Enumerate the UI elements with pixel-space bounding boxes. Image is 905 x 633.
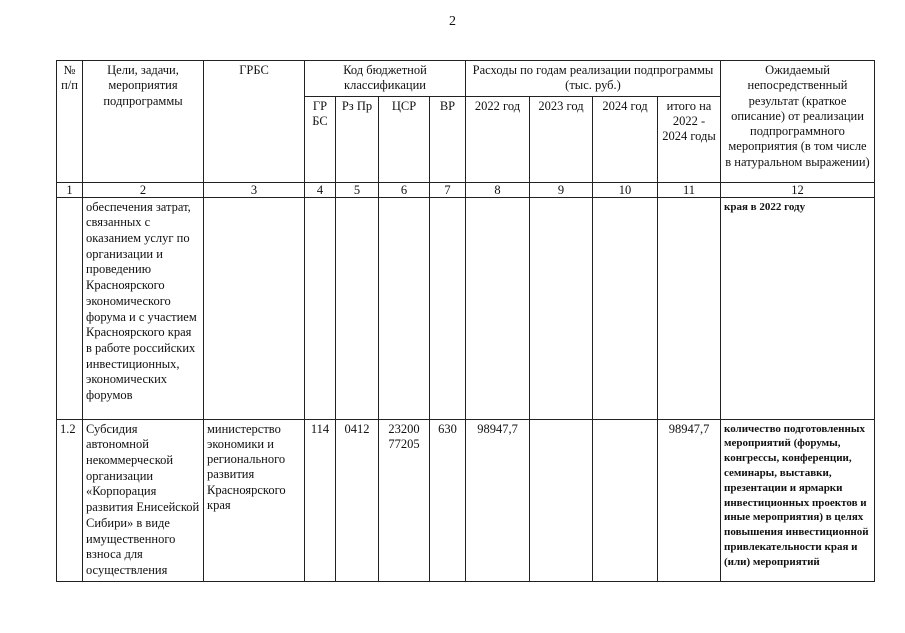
row-num: 1.2 bbox=[57, 419, 83, 581]
column-number: 4 bbox=[305, 182, 336, 197]
row-result: количество подготовленных мероприятий (форумы, конгрессы, конференции, семинары, выставки, презентации и ярмарки инвестиционных проектов и иные мероприятия) в целях повышения инвестиционной привлекательности края и (или) мероприятий bbox=[721, 419, 875, 581]
row-total bbox=[658, 197, 721, 419]
row-description: обеспечения затрат, связанных с оказанием услуг по организации и проведению Красноярского экономического форума и с участием Красноярского края в работе российских инвестиционных, экономических форумов bbox=[83, 197, 204, 419]
row-rzpr bbox=[336, 197, 379, 419]
header-vr: ВР bbox=[430, 96, 466, 182]
table-row bbox=[57, 419, 875, 581]
header-result: Ожидаемый непосредственный результат (краткое описание) от реализации подпрограммного мероприятия (в том числе в натуральном выражении) bbox=[721, 61, 875, 183]
header-goals: Цели, задачи, мероприятия подпрограммы bbox=[83, 61, 204, 183]
row-result: края в 2022 году bbox=[721, 197, 875, 419]
header-csr: ЦСР bbox=[379, 96, 430, 182]
header-expenses-group: Расходы по годам реализации подпрограммы (тыс. руб.) bbox=[466, 61, 721, 97]
row-num bbox=[57, 197, 83, 419]
page-number: 2 bbox=[449, 14, 456, 29]
column-number: 10 bbox=[593, 182, 658, 197]
column-number: 2 bbox=[83, 182, 204, 197]
row-vr: 630 bbox=[430, 419, 466, 581]
row-grbs: министерство экономики и регионального развития Красноярского края bbox=[204, 419, 305, 581]
row-2022 bbox=[466, 197, 530, 419]
header-2023: 2023 год bbox=[530, 96, 593, 182]
column-number: 3 bbox=[204, 182, 305, 197]
column-number: 6 bbox=[379, 182, 430, 197]
row-2024 bbox=[593, 419, 658, 581]
row-2024 bbox=[593, 197, 658, 419]
header-grbs: ГРБС bbox=[204, 61, 305, 183]
header-num: № п/п bbox=[57, 61, 83, 183]
column-number: 11 bbox=[658, 182, 721, 197]
column-number: 7 bbox=[430, 182, 466, 197]
header-2024: 2024 год bbox=[593, 96, 658, 182]
header-grbs-code: ГР БС bbox=[305, 96, 336, 182]
row-total: 98947,7 bbox=[658, 419, 721, 581]
header-rzpr: Рз Пр bbox=[336, 96, 379, 182]
row-rzpr: 0412 bbox=[336, 419, 379, 581]
column-number: 8 bbox=[466, 182, 530, 197]
column-number: 9 bbox=[530, 182, 593, 197]
column-number: 12 bbox=[721, 182, 875, 197]
row-2023 bbox=[530, 419, 593, 581]
budget-table bbox=[56, 60, 875, 582]
row-grbs-code bbox=[305, 197, 336, 419]
column-number: 1 bbox=[57, 182, 83, 197]
column-number: 5 bbox=[336, 182, 379, 197]
row-description: Субсидия автономной некоммерческой организации «Корпорация развития Енисейской Сибири» в виде имущественного взноса для осуществления bbox=[83, 419, 204, 581]
header-total: итого на 2022 - 2024 годы bbox=[658, 96, 721, 182]
row-2023 bbox=[530, 197, 593, 419]
row-csr: 23200 77205 bbox=[379, 419, 430, 581]
row-csr bbox=[379, 197, 430, 419]
row-2022: 98947,7 bbox=[466, 419, 530, 581]
row-grbs bbox=[204, 197, 305, 419]
table-row bbox=[57, 197, 875, 419]
row-grbs-code: 114 bbox=[305, 419, 336, 581]
header-2022: 2022 год bbox=[466, 96, 530, 182]
header-code-group: Код бюджетной классификации bbox=[305, 61, 466, 97]
row-vr bbox=[430, 197, 466, 419]
